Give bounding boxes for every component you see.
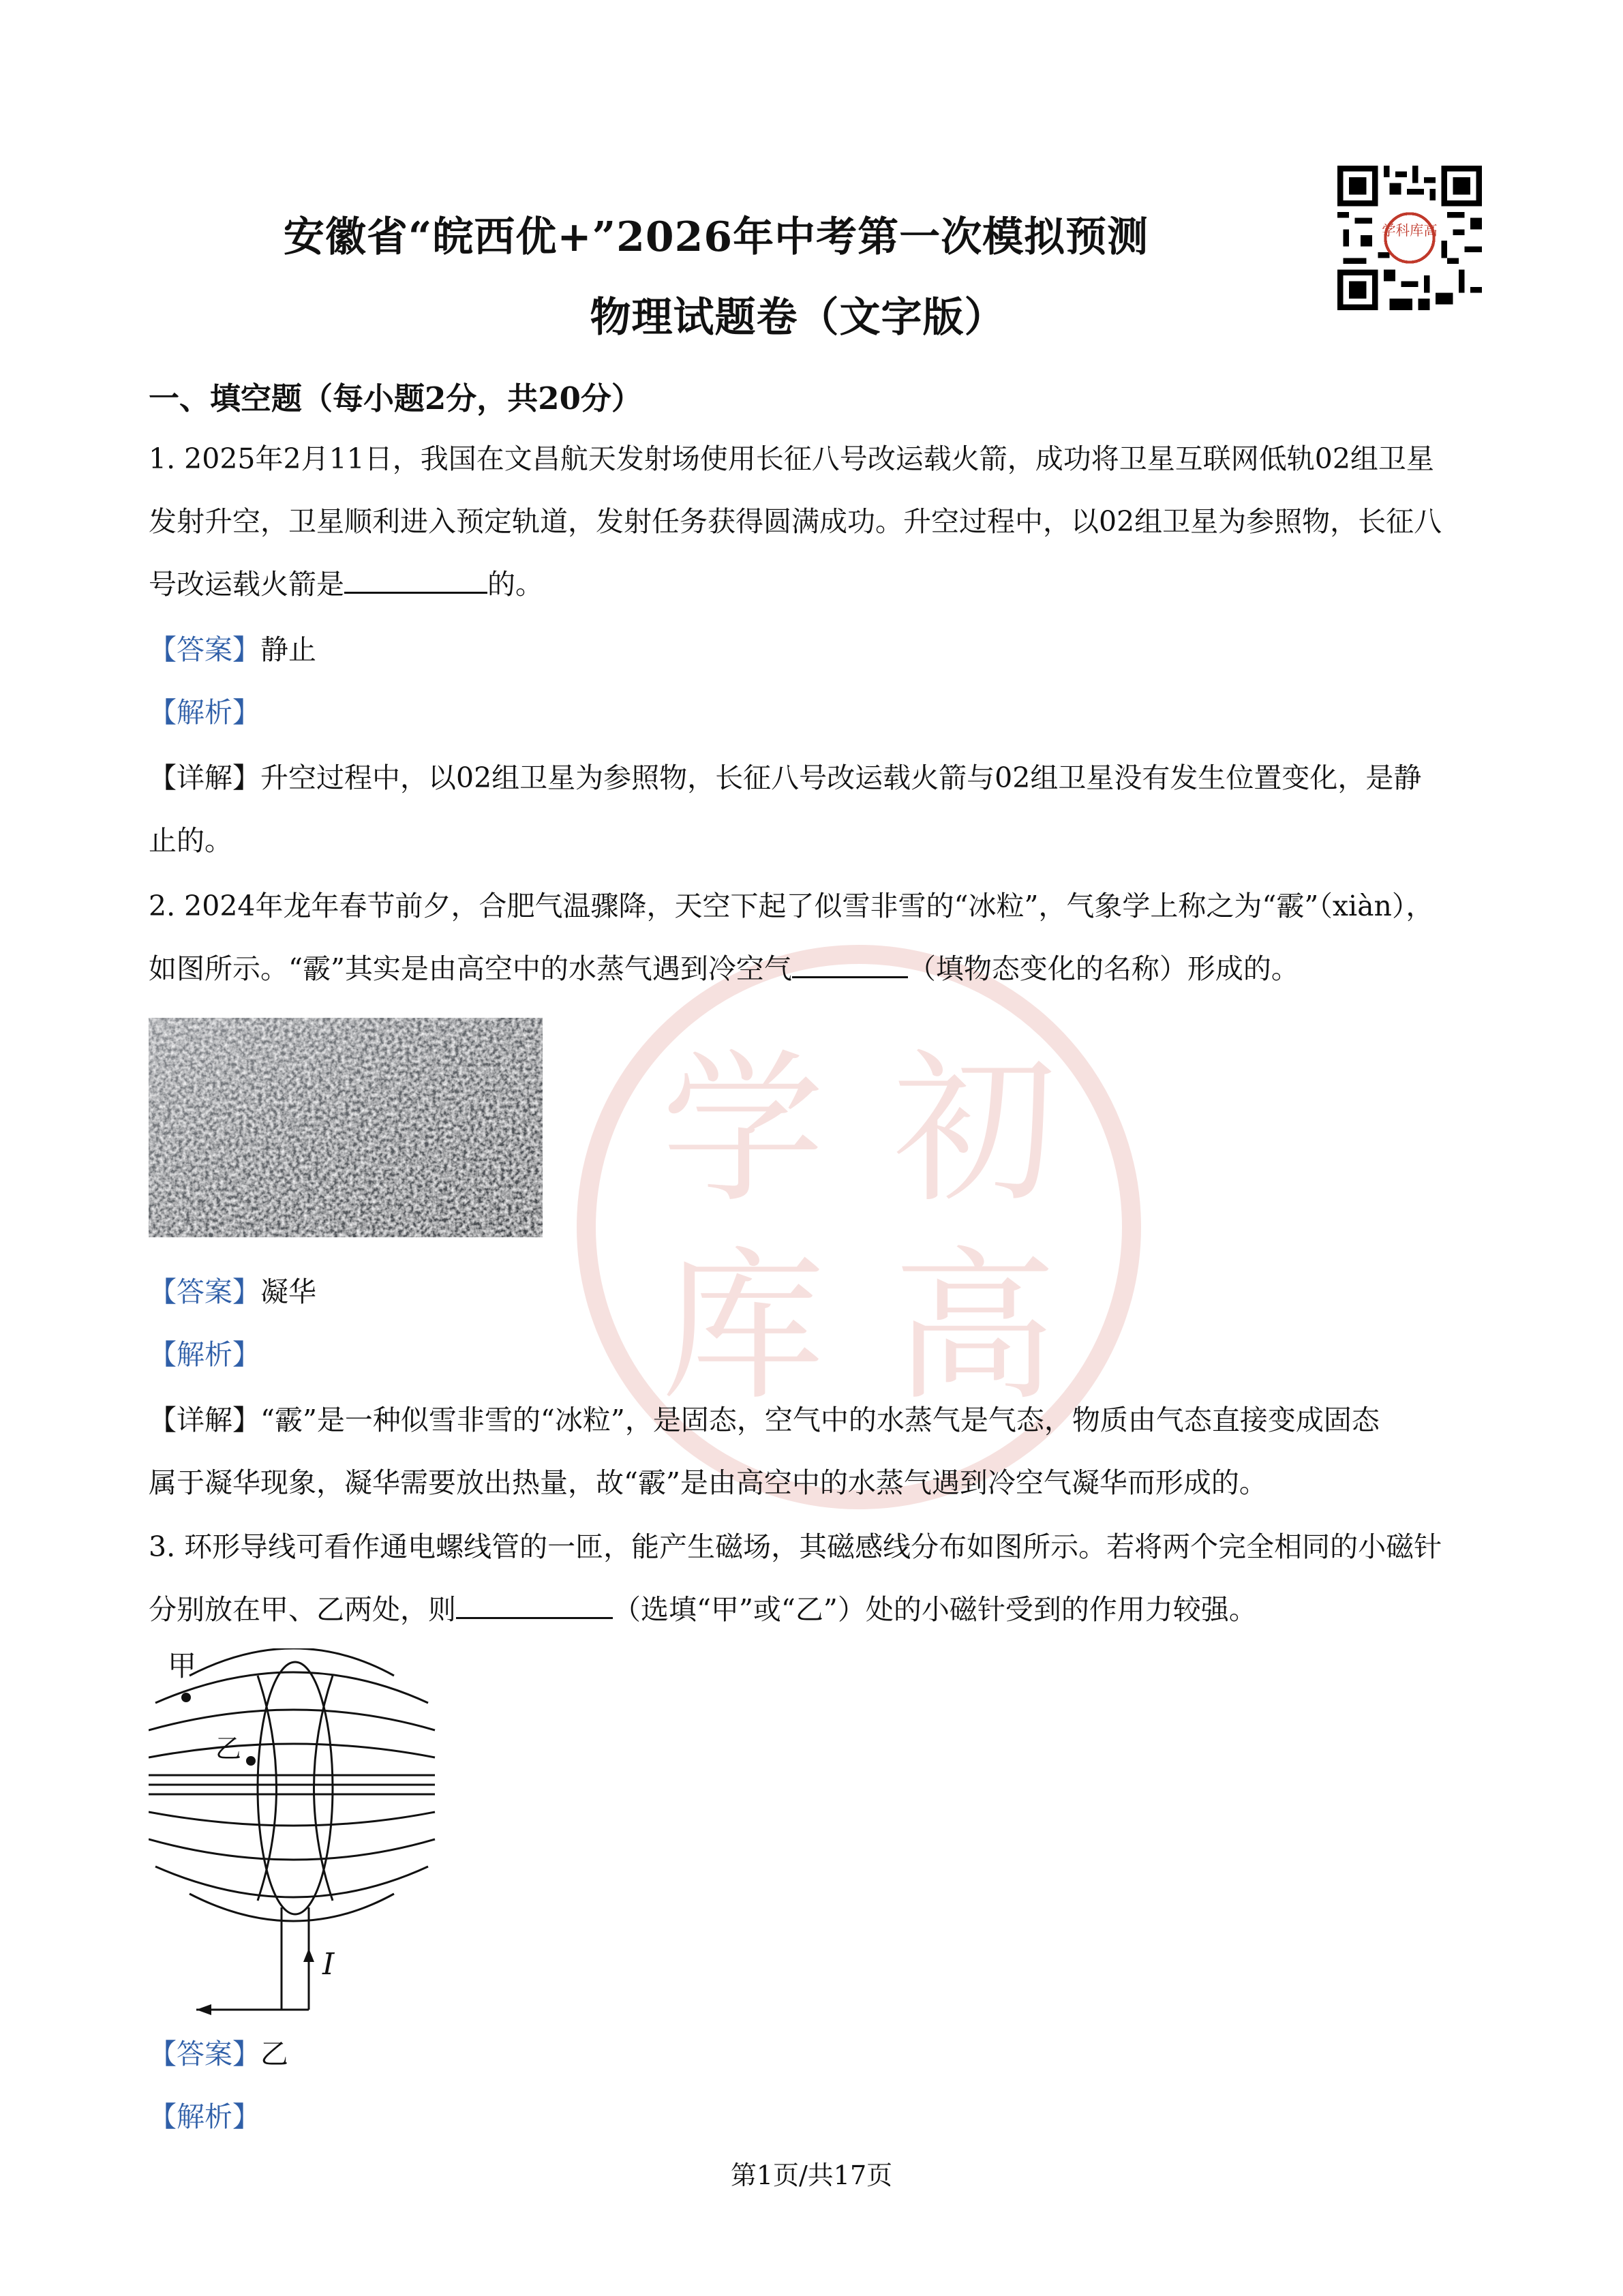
- q1-line-1: 1. 2025年2月11日，我国在文昌航天发射场使用长征八号改运载火箭，成功将卫星互联网低轨02组卫星: [149, 442, 1434, 475]
- q3-line-2-after: （选填“甲”或“乙”）处的小磁针受到的作用力较强。: [613, 1593, 1257, 1626]
- analysis-label: 【解析】: [149, 1338, 260, 1371]
- q2-line-2: [149, 946, 1299, 986]
- coil-ellipse: [258, 1662, 333, 1914]
- graupel-photo: [149, 1018, 543, 1237]
- answer-text: 凝华: [260, 1275, 316, 1308]
- analysis-label: 【解析】: [149, 696, 260, 729]
- point-jia: [181, 1693, 191, 1702]
- fig-label-current: I: [322, 1947, 335, 1982]
- qr-badge-text: 学科库高: [1382, 222, 1438, 239]
- q2-line-1: 2. 2024年龙年春节前夕，合肥气温骤降，天空下起了似雪非雪的“冰粒”，气象学上称之为“霰”（xiàn），: [149, 890, 1434, 922]
- q1-line-3-after: 的。: [487, 568, 543, 601]
- page-subtitle: 物理试题卷（文字版）: [590, 294, 1006, 342]
- q1-detail-1: [149, 755, 1421, 796]
- analysis-label: 【解析】: [149, 2100, 260, 2133]
- q1-answer: [149, 627, 316, 667]
- watermark-char-4: 高: [892, 1232, 1057, 1423]
- q1-line-2: 发射升空，卫星顺利进入预定轨道，发射任务获得圆满成功。升空过程中，以02组卫星为参照物，长征八: [149, 505, 1442, 538]
- q2-line-2-before: 如图所示。“霰”其实是由高空中的水蒸气遇到冷空气: [149, 952, 792, 985]
- q1-answer-blank[interactable]: [344, 563, 487, 594]
- q1-line-3: [149, 562, 543, 602]
- answer-label: 【答案】: [149, 633, 260, 666]
- magnetic-field-figure: [149, 1648, 442, 2023]
- page-title: 安徽省“皖西优+”2026年中考第一次模拟预测: [283, 213, 1149, 261]
- q2-answer-blank[interactable]: [792, 948, 908, 978]
- watermark-char-3: 库: [661, 1232, 825, 1423]
- point-yi: [246, 1756, 256, 1766]
- detail-text: 升空过程中，以02组卫星为参照物，长征八号改运载火箭与02组卫星没有发生位置变化，是静: [260, 761, 1422, 794]
- page-footer: 第1页/共17页: [730, 2160, 893, 2190]
- detail-label: 【详解】: [149, 1404, 260, 1436]
- q3-line-2-before: 分别放在甲、乙两处，则: [149, 1593, 456, 1626]
- answer-text: 乙: [260, 2038, 288, 2070]
- q3-line-2: [149, 1587, 1257, 1627]
- q2-answer: [149, 1269, 316, 1310]
- detail-text: “霰”是一种似雪非雪的“冰粒”，是固态，空气中的水蒸气是气态，物质由气态直接变成固态: [260, 1404, 1380, 1436]
- fig-label-jia: 甲: [168, 1649, 197, 1682]
- answer-text: 静止: [260, 633, 316, 666]
- answer-label: 【答案】: [149, 1275, 260, 1308]
- q1-line-3-before: 号改运载火箭是: [149, 568, 344, 601]
- answer-label: 【答案】: [149, 2038, 260, 2070]
- watermark-char-1: 学: [661, 1034, 825, 1225]
- fig-label-yi: 乙: [215, 1734, 242, 1764]
- detail-label: 【详解】: [149, 761, 260, 794]
- section-heading: 一、填空题（每小题2分，共20分）: [149, 380, 642, 417]
- q2-detail-1: [149, 1398, 1380, 1438]
- q3-answer-blank[interactable]: [456, 1588, 613, 1619]
- q3-answer: [149, 2031, 288, 2072]
- watermark-char-2: 初: [892, 1034, 1057, 1225]
- q1-detail-2: 止的。: [149, 824, 232, 857]
- q2-detail-2: 属于凝华现象，凝华需要放出热量，故“霰”是由高空中的水蒸气遇到冷空气凝华而形成的。: [149, 1466, 1267, 1499]
- q2-line-2-after: （填物态变化的名称）形成的。: [907, 952, 1299, 985]
- q3-line-1: 3. 环形导线可看作通电螺线管的一匝，能产生磁场，其磁感线分布如图所示。若将两个完全相同的小磁针: [149, 1530, 1442, 1563]
